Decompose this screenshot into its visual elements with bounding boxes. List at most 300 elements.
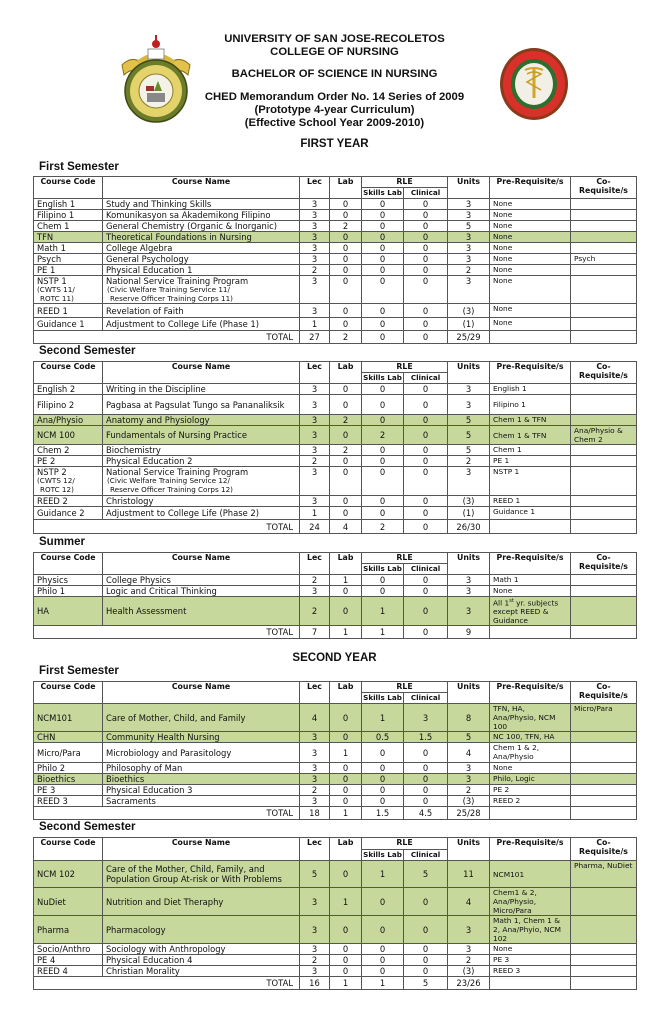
lab-value: 0 [330,966,362,977]
lec-value: 3 [300,944,330,955]
units-value: 3 [448,210,490,221]
total-lab: 2 [330,331,362,344]
total-units: 9 [448,626,490,639]
prerequisite-text: None [493,318,513,327]
course-code-cell [34,796,103,807]
prerequisites-cell [490,888,571,916]
course-row [34,586,637,597]
units-value: 8 [448,704,490,732]
units-value: 5 [448,426,490,445]
lab-value: 0 [330,586,362,597]
course-name: Bioethics [106,774,145,784]
total-lec: 18 [300,807,330,820]
clinical-value: 1.5 [404,732,448,743]
units-value: 4 [448,743,490,763]
clinical-value: 0 [404,199,448,210]
clinical-value: 0 [404,265,448,276]
prerequisite-text: REED 3 [493,966,521,975]
skills-value: 0 [362,955,404,966]
course-row [34,575,637,586]
total-empty-cell [490,331,571,344]
units-value: (3) [448,496,490,507]
header-course-name: Course Name [103,838,300,861]
corequisites-cell [571,888,637,916]
course-code-cell [34,861,103,888]
curriculum-table [33,361,637,534]
clinical-value: 0 [404,966,448,977]
course-name-cell [103,796,300,807]
units-value: 3 [448,243,490,254]
prerequisite-text: All 1 [493,598,510,608]
course-name: Adjustment to College Life (Phase 1) [106,319,260,329]
skills-value: 0 [362,384,404,395]
skills-value: 0 [362,318,404,331]
clinical-value: 0 [404,597,448,626]
course-row [34,265,637,276]
lab-value: 0 [330,496,362,507]
course-name: Theoretical Foundations in Nursing [106,232,252,242]
clinical-value: 0 [404,496,448,507]
units-value: 11 [448,861,490,888]
lab-value: 0 [330,395,362,415]
course-name: Writing in the Discipline [106,384,206,394]
course-name-cell [103,467,300,496]
lab-value: 0 [330,732,362,743]
prerequisite-text: PE 2 [493,785,510,794]
course-name-cell [103,456,300,467]
prerequisites-cell [490,944,571,955]
course-name-cell [103,318,300,331]
total-lab: 1 [330,626,362,639]
prerequisites-cell [490,586,571,597]
header-prerequisites: Pre-Requisite/s [490,553,571,575]
total-empty-cell [490,626,571,639]
lab-value: 0 [330,785,362,796]
units-value: 3 [448,276,490,304]
total-lab: 1 [330,807,362,820]
course-row [34,732,637,743]
course-name: Anatomy and Physiology [106,415,210,425]
total-empty-cell [490,977,571,990]
semester-title: Second Semester [39,821,136,833]
corequisites-cell [571,210,637,221]
units-value: (3) [448,304,490,318]
course-code-cell [34,221,103,232]
units-value: 5 [448,732,490,743]
lab-value: 0 [330,210,362,221]
course-name: Community Health Nursing [106,732,220,742]
course-code-cell [34,916,103,944]
clinical-value: 0 [404,944,448,955]
lec-value: 3 [300,586,330,597]
course-name-cell [103,445,300,456]
units-value: 3 [448,199,490,210]
lec-value: 3 [300,916,330,944]
course-code: Pharma [37,924,70,935]
corequisites-cell [571,304,637,318]
table-header-row [34,177,637,188]
course-code-cell [34,304,103,318]
header-lec: Lec [300,362,330,384]
total-label: TOTAL [34,520,300,534]
course-code-cell [34,445,103,456]
course-code-cell [34,318,103,331]
corequisites-cell [571,732,637,743]
course-code: REED 4 [37,966,68,976]
course-name: Physical Education 1 [106,265,193,275]
course-code-cell [34,743,103,763]
course-code: Philo 2 [37,763,66,773]
prerequisites-cell [490,318,571,331]
skills-value: 0 [362,774,404,785]
course-row [34,496,637,507]
corequisites-cell [571,496,637,507]
units-value: 5 [448,221,490,232]
prerequisite-text: None [493,254,513,263]
corequisites-cell [571,265,637,276]
lab-value: 0 [330,763,362,774]
prerequisites-cell [490,966,571,977]
header-lab: Lab [330,553,362,575]
corequisites-cell [571,415,637,426]
course-name: Health Assessment [106,606,187,617]
total-empty-cell [490,807,571,820]
course-row [34,467,637,496]
prerequisite-text: NC 100, TFN, HA [493,732,555,741]
lec-value: 3 [300,496,330,507]
prerequisite-text: Chem 1 & TFN [493,415,547,424]
course-code: Ana/Physio [37,415,84,425]
course-row [34,199,637,210]
prerequisite-text: None [493,199,513,208]
corequisites-cell [571,318,637,331]
header-corequisites: Co-Requisite/s [571,177,637,199]
clinical-value: 0 [404,456,448,467]
course-name-cell [103,221,300,232]
course-name-cell [103,743,300,763]
course-row [34,763,637,774]
lab-value: 1 [330,888,362,916]
lab-value: 1 [330,575,362,586]
course-name-cell [103,496,300,507]
corequisites-cell [571,221,637,232]
units-value: 3 [448,586,490,597]
course-code-cell [34,496,103,507]
course-code: English 2 [37,384,76,394]
course-name: Biochemistry [106,445,161,455]
prerequisites-cell [490,395,571,415]
course-code: PE 4 [37,955,56,965]
course-row [34,743,637,763]
lab-value: 0 [330,955,362,966]
corequisites-cell [571,944,637,955]
prerequisites-cell [490,426,571,445]
skills-value: 0 [362,254,404,265]
table-header-row [34,682,637,693]
course-row [34,426,637,445]
course-name-cell [103,597,300,626]
total-label: TOTAL [34,807,300,820]
prerequisites-cell [490,743,571,763]
course-code-cell [34,456,103,467]
units-value: 3 [448,597,490,626]
course-name-cell [103,243,300,254]
course-code: Guidance 2 [37,508,85,518]
lec-value: 2 [300,597,330,626]
course-code: NCM101 [37,712,73,723]
lab-value: 0 [330,796,362,807]
course-name-cell [103,944,300,955]
lec-value: 3 [300,467,330,496]
course-code: Socio/Anthro [37,944,91,954]
skills-value: 0 [362,243,404,254]
clinical-value: 0 [404,232,448,243]
header-lab: Lab [330,177,362,199]
course-code-cell [34,732,103,743]
course-code-cell [34,199,103,210]
course-code: Micro/Para [37,747,81,758]
skills-value: 1 [362,861,404,888]
header-corequisites: Co-Requisite/s [571,838,637,861]
units-value: 3 [448,774,490,785]
lec-value: 3 [300,395,330,415]
skills-value: 0 [362,304,404,318]
course-code-cell [34,944,103,955]
course-name: Physical Education 4 [106,955,193,965]
course-name-cell [103,426,300,445]
prerequisite-text: Chem 1 [493,445,522,454]
total-units: 25/28 [448,807,490,820]
skills-value: 0 [362,966,404,977]
course-row [34,445,637,456]
corequisites-cell [571,966,637,977]
skills-value: 0 [362,232,404,243]
course-code-cell [34,704,103,732]
header-course-code: Course Code [34,362,103,384]
course-name: General Psychology [106,254,189,264]
course-row [34,861,637,888]
course-name: Physical Education 2 [106,456,193,466]
prerequisite-text: None [493,944,513,953]
course-name-sub: (Civic Welfare Training Service 12/ [107,476,230,485]
header-units: Units [448,177,490,199]
course-name: Microbiology and Parasitology [106,747,232,758]
corequisites-cell [571,467,637,496]
total-skills: 2 [362,520,404,534]
course-name-cell [103,415,300,426]
course-name-cell [103,916,300,944]
clinical-value: 0 [404,763,448,774]
units-value: 3 [448,384,490,395]
header-course-code: Course Code [34,177,103,199]
lec-value: 3 [300,232,330,243]
corequisites-cell [571,384,637,395]
lab-value: 0 [330,774,362,785]
corequisites-cell [571,395,637,415]
prerequisite-text: REED 1 [493,496,521,505]
lab-value: 0 [330,861,362,888]
prerequisite-text: Math 1, Chem 1 & 2, Ana/Phyio, NCM 102 [493,916,562,943]
lab-value: 0 [330,507,362,520]
prerequisite-text: REED 2 [493,796,521,805]
header-units: Units [448,362,490,384]
total-lec: 27 [300,331,330,344]
header-course-code: Course Code [34,682,103,704]
lec-value: 3 [300,199,330,210]
curriculum-table [33,681,637,820]
prerequisites-cell [490,210,571,221]
semester-title: First Semester [39,161,119,173]
course-row [34,944,637,955]
prerequisite-text: Philo, Logic [493,774,535,783]
lab-value: 0 [330,304,362,318]
course-name: College Algebra [106,243,173,253]
clinical-value: 0 [404,575,448,586]
clinical-value: 0 [404,243,448,254]
prerequisites-cell [490,597,571,626]
effective-year: (Effective School Year 2009-2010) [244,117,425,129]
lec-value: 2 [300,575,330,586]
course-code-cell [34,254,103,265]
header-skills-lab: Skills Lab [363,373,402,382]
total-row [34,331,637,344]
course-row [34,276,637,304]
lab-value: 0 [330,426,362,445]
units-value: 3 [448,232,490,243]
course-code-cell [34,243,103,254]
clinical-value: 3 [404,704,448,732]
course-name-sub: Reserve Officer Training Corps 11) [110,293,233,303]
header-units: Units [448,682,490,704]
prerequisites-cell [490,304,571,318]
course-name: Nutrition and Diet Theraphy [106,896,224,907]
prerequisites-cell [490,763,571,774]
college-name: COLLEGE OF NURSING [270,46,399,58]
total-label: TOTAL [34,977,300,990]
total-units: 25/29 [448,331,490,344]
course-name-cell [103,575,300,586]
course-code: Chem 1 [37,221,70,231]
header-skills-lab: Skills Lab [363,693,402,702]
total-lab: 1 [330,977,362,990]
prerequisite-text: NCM101 [493,869,525,879]
course-code-cell [34,232,103,243]
course-name-cell [103,586,300,597]
course-name: Christian Morality [106,966,180,976]
prerequisites-cell [490,955,571,966]
corequisites-cell [571,774,637,785]
course-name-cell [103,888,300,916]
corequisites-cell: Ana/Physio & Chem 2 [571,426,637,445]
skills-value: 1 [362,704,404,732]
course-code: Physics [37,575,68,585]
clinical-value: 0 [404,318,448,331]
lec-value: 3 [300,732,330,743]
corequisites-cell [571,743,637,763]
course-name-cell [103,732,300,743]
total-lec: 16 [300,977,330,990]
course-code: Psych [37,254,62,264]
course-code: Chem 2 [37,445,70,455]
total-lab: 4 [330,520,362,534]
total-empty-cell [571,977,637,990]
clinical-value: 0 [404,445,448,456]
course-name-cell [103,763,300,774]
prerequisite-text: NSTP 1 [493,467,520,476]
course-code: Philo 1 [37,586,66,596]
total-label: TOTAL [34,331,300,344]
prerequisite-text: PE 3 [493,955,510,964]
prerequisite-text: None [493,276,513,285]
skills-value: 0 [362,395,404,415]
course-name: Christology [106,496,154,506]
header-rle: RLE [362,553,448,564]
course-name: College Physics [106,575,171,585]
clinical-value: 0 [404,785,448,796]
lab-value: 0 [330,704,362,732]
total-empty-cell [571,331,637,344]
prerequisites-cell [490,415,571,426]
course-code-cell [34,597,103,626]
prerequisites-cell [490,575,571,586]
prerequisites-cell [490,199,571,210]
total-clinical: 0 [404,626,448,639]
lec-value: 3 [300,210,330,221]
course-name: Physical Education 3 [106,785,193,795]
lab-value: 0 [330,467,362,496]
total-row [34,807,637,820]
skills-value: 0 [362,210,404,221]
table-header-row [34,362,637,373]
units-value: 3 [448,944,490,955]
prerequisite-text: None [493,586,513,595]
total-row [34,626,637,639]
course-name: Pagbasa at Pagsulat Tungo sa Pananaliksik [106,399,285,410]
prerequisites-cell [490,456,571,467]
skills-value: 0 [362,456,404,467]
lec-value: 3 [300,774,330,785]
units-value: 2 [448,265,490,276]
corequisites-cell [571,763,637,774]
lec-value: 3 [300,796,330,807]
total-clinical: 4.5 [404,807,448,820]
lab-value: 0 [330,456,362,467]
prerequisite-text: None [493,232,513,241]
course-code-cell [34,888,103,916]
prerequisites-cell [490,232,571,243]
prerequisite-text: yr. subjects except REED & Guidance [493,598,559,626]
course-name: Sociology with Anthropology [106,944,226,954]
skills-value: 0 [362,467,404,496]
units-value: (1) [448,507,490,520]
skills-value: 0 [362,575,404,586]
clinical-value: 0 [404,888,448,916]
corequisites-cell [571,955,637,966]
header-course-name: Course Name [103,177,300,199]
prerequisites-cell [490,384,571,395]
prerequisite-text: Filipino 1 [493,400,526,409]
course-code: Filipino 2 [37,399,75,410]
total-empty-cell [571,626,637,639]
units-value: 3 [448,763,490,774]
skills-value: 0 [362,916,404,944]
corequisites-cell [571,796,637,807]
corequisites-cell: Pharma, NuDiet [571,861,637,888]
curriculum-table [33,837,637,990]
course-code: Bioethics [37,774,76,784]
course-name: Komunikasyon sa Akademikong Filipino [106,210,271,220]
course-code: CHN [37,732,56,742]
